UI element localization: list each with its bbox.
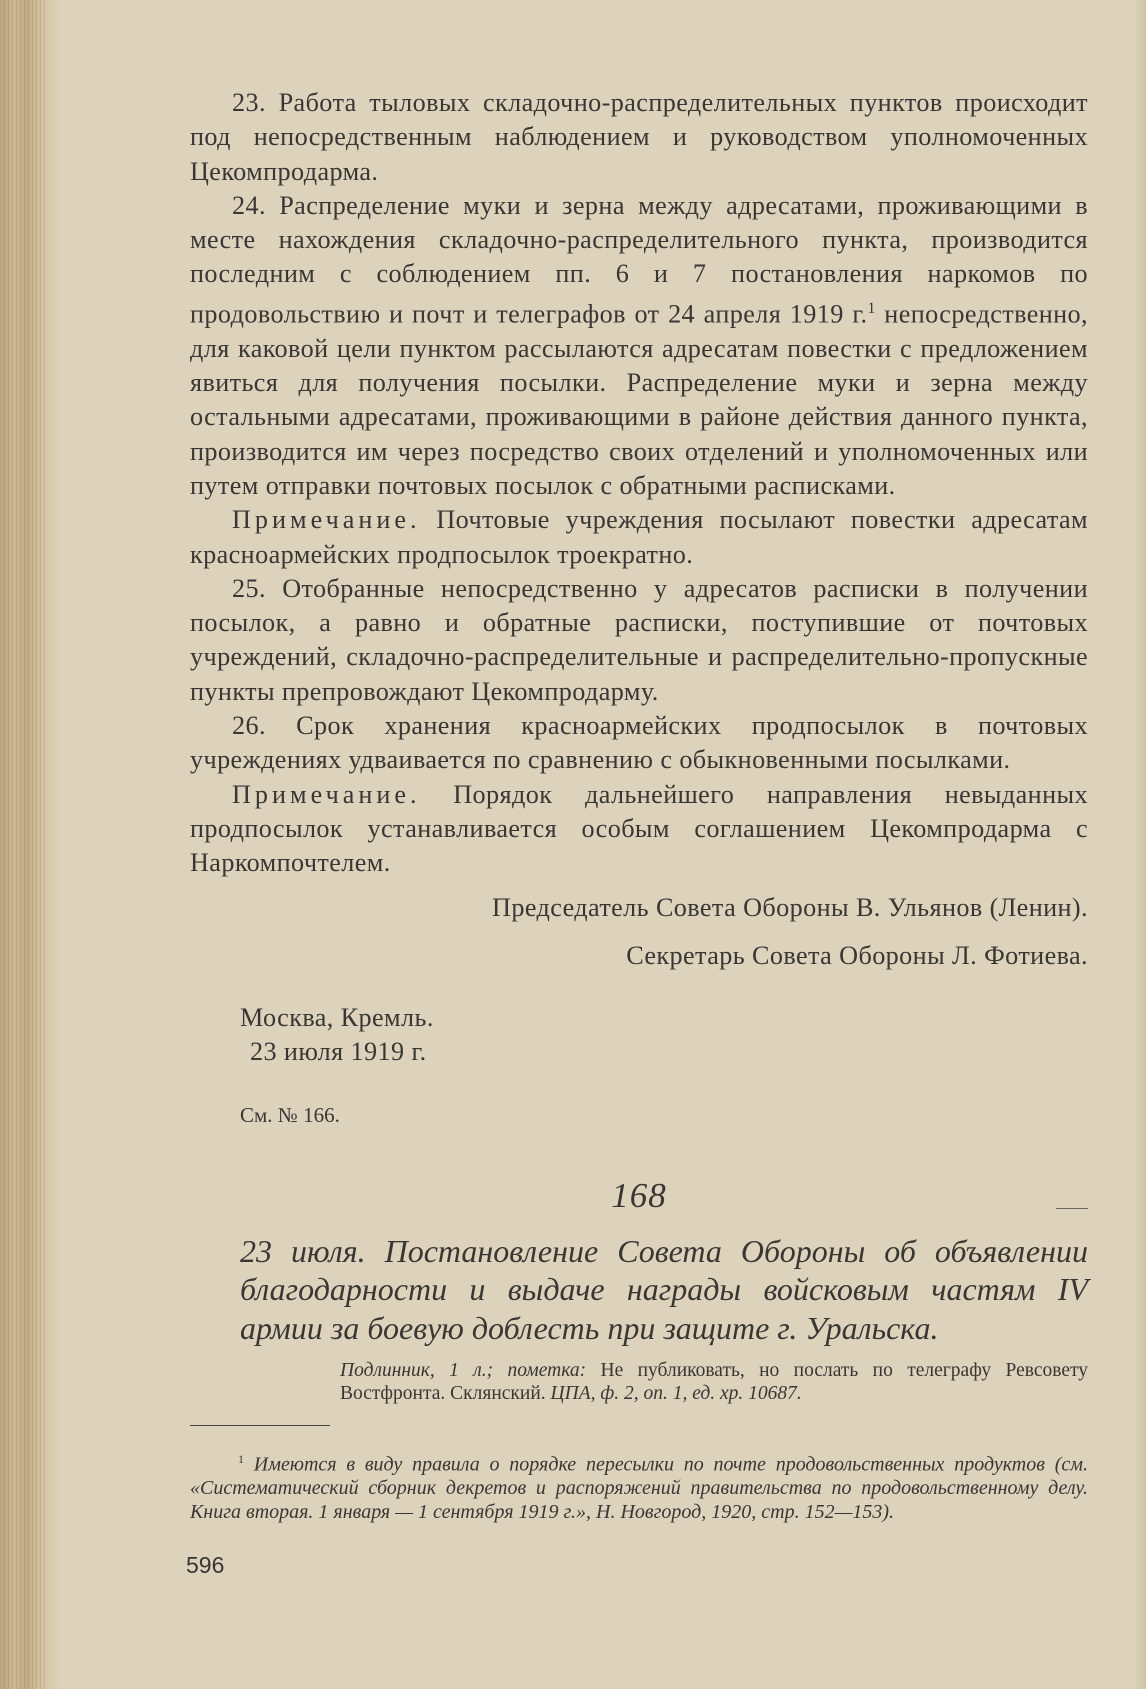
footnote-divider <box>190 1425 330 1426</box>
page-right-edge <box>1134 0 1146 1689</box>
paragraph-24-part-2: непосредственно, для каковой цели пунктом рассылаются адресатам повестки с предложением явиться для получения посылки. Распределение муки и зерна между остальными адресатами, проживающими в районе действия данного пункта, производится им через посредство своих отделений и уполномоченных или путем отправки почтовых посылок с обратными расписками. <box>190 299 1088 500</box>
note-1-label: Примечание. <box>232 505 421 535</box>
place-location: Москва, Кремль. <box>240 1002 434 1032</box>
page-content <box>190 86 1088 1525</box>
footnote <box>190 1448 1088 1525</box>
document-source <box>340 1359 1088 1405</box>
paragraph-23: 23. Работа тыловых складочно-распределительных пунктов происходит под непосредственным наблюдением и руководством уполномоченных Цекомпродарма. <box>190 88 1088 186</box>
page-edge-lines <box>4 0 46 1689</box>
document-title: 23 июля. Постановление Совета Обороны об объявлении благодарности и выдаче награды войсковым частям IV армии за боевую доблесть при защите г. Уральска. <box>240 1232 1088 1346</box>
note-1-text: Почтовые учреждения посылают повестки адресатам красноармейских продпосылок троекратно. <box>190 505 1088 569</box>
source-italic-2: ЦПА, ф. 2, оп. 1, ед. хр. 10687. <box>545 1383 802 1405</box>
paragraph-24 <box>190 189 1088 503</box>
page-number: 596 <box>186 1552 225 1578</box>
paragraph-25: 25. Отобранные непосредственно у адресатов расписки в получении посылок, а равно и обратные расписки, поступившие от почтовых учреждений, складочно-распределительные и распределительно-пропускные пункты препровождают Цекомпродарму. <box>190 573 1088 706</box>
source-plain: Не публиковать, но послать по телеграфу Ревсовету Востфронта. Склянский. <box>340 1360 1088 1405</box>
signature-chairman: Председатель Совета Обороны В. Ульянов (Ленин). <box>492 892 1088 922</box>
note-1 <box>190 503 1088 572</box>
paragraph-24-part-1: 24. Распределение муки и зерна между адресатами, проживающими в месте нахождения складочно-распределительного пункта, производится последним с соблюдением пп. 6 и 7 постановления наркомов по продовольствию и почт и телеграфов от 24 апреля 1919 г. <box>190 190 1088 329</box>
document-number: 168 <box>611 1175 667 1215</box>
note-2-label: Примечание. <box>232 779 421 809</box>
note-2-text: Порядок дальнейшего направления невыданных продпосылок устанавливается особым соглашением Цекомпродарма с Наркомпочтелем. <box>190 779 1088 878</box>
see-also-reference: См. № 166. <box>240 1102 340 1127</box>
paragraph-26: 26. Срок хранения красноармейских продпосылок в почтовых учреждениях удваивается по сравнению с обыкновенными посылками. <box>190 711 1088 775</box>
signature-secretary: Секретарь Совета Обороны Л. Фотиева. <box>626 940 1088 970</box>
footnote-marker: 1 <box>238 1452 244 1467</box>
note-2 <box>190 778 1088 881</box>
document-number-rule <box>1056 1208 1088 1209</box>
place-date: 23 июля 1919 г. <box>250 1036 427 1066</box>
source-italic-1: Подлинник, 1 л.; пометка: <box>340 1360 587 1382</box>
footnote-reference[interactable]: 1 <box>867 299 876 317</box>
footnote-text: Имеются в виду правила о порядке пересылки по почте продовольственных продуктов (см. «Систематический сборник декретов и распоряжений правительства по продовольственному делу. Книга вторая. 1 января — 1 сентября 1919 г.», Н. Новгород, 1920, стр. 152—153). <box>190 1453 1088 1524</box>
